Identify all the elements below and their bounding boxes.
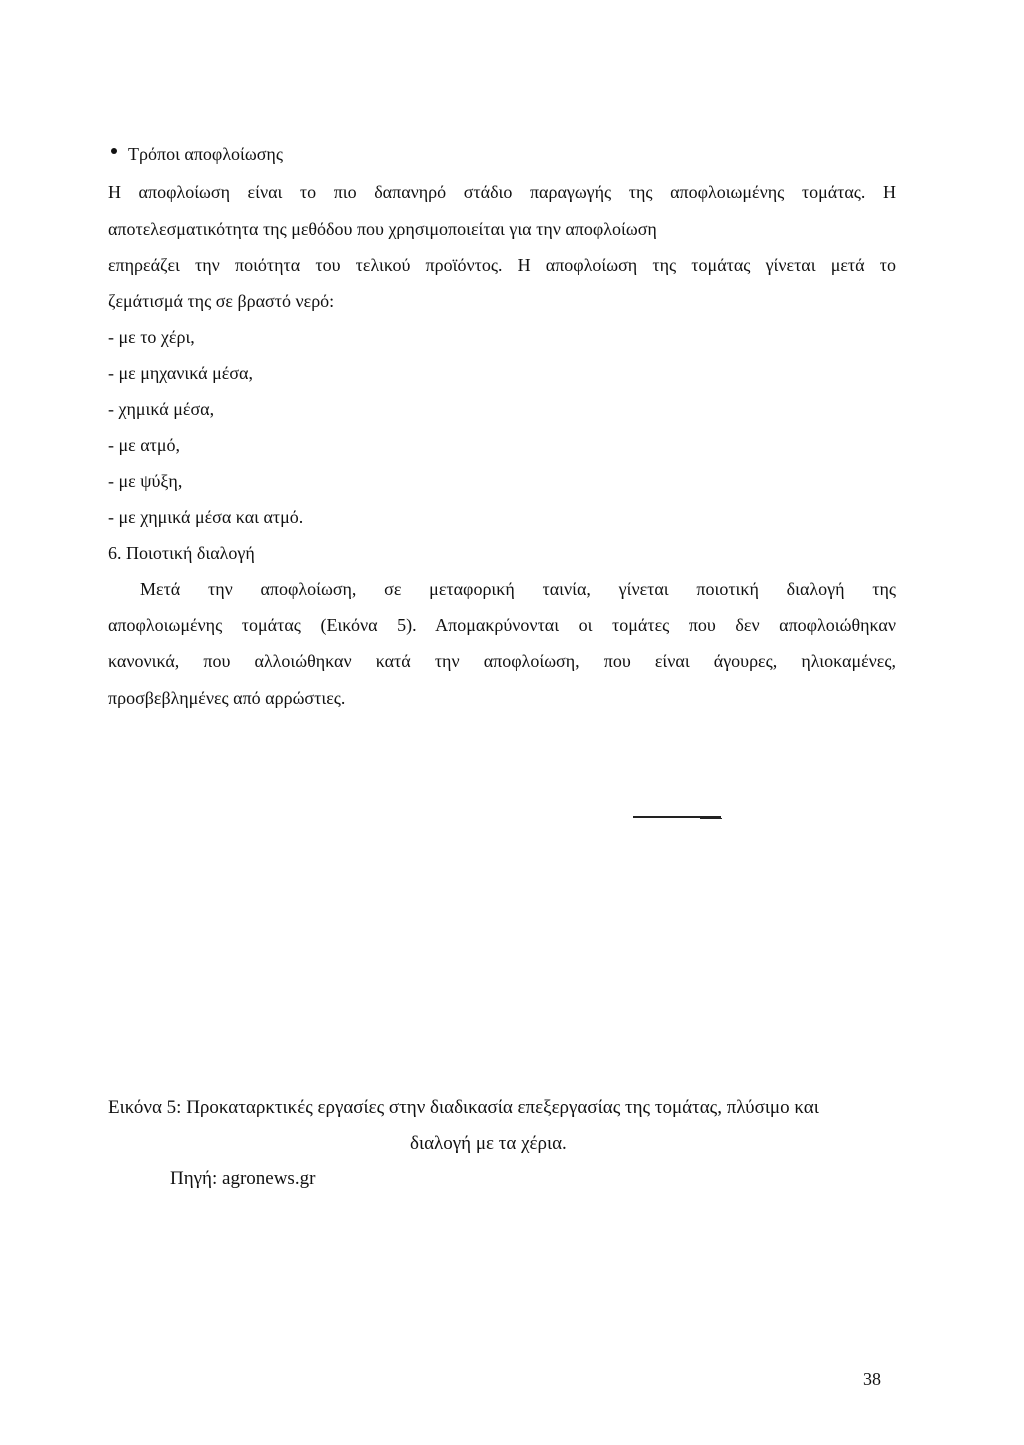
method-item: - με χημικά μέσα και ατμό. xyxy=(108,507,304,527)
paragraph-line: κανονικά, που αλλοιώθηκαν κατά την αποφλοίωση, που είναι άγουρες, ηλιοκαμένες, xyxy=(108,651,896,671)
paragraph-line: Η αποφλοίωση είναι το πιο δαπανηρό στάδιο παραγωγής της αποφλοιωμένης τομάτας. Η xyxy=(108,182,896,202)
paragraph-line: επηρεάζει την ποιότητα του τελικού προϊόντος. Η αποφλοίωση της τομάτας γίνεται μετά το xyxy=(108,255,896,275)
figure-caption: Εικόνα 5: Προκαταρκτικές εργασίες στην διαδικασία επεξεργασίας της τομάτας, πλύσιμο και xyxy=(108,1097,819,1118)
separator-rule-tail xyxy=(700,818,722,819)
figure-caption-continued: διαλογή με τα χέρια. xyxy=(410,1133,567,1154)
paragraph-line: Μετά την αποφλοίωση, σε μεταφορική ταινία, γίνεται ποιοτική διαλογή της xyxy=(140,579,896,599)
method-item: - με μηχανικά μέσα, xyxy=(108,363,253,383)
paragraph-line: προσβεβλημένες από αρρώστιες. xyxy=(108,688,346,708)
method-item: - με το χέρι, xyxy=(108,327,195,347)
method-item: - με ατμό, xyxy=(108,435,181,455)
paragraph-line: αποτελεσματικότητα της μεθόδου που χρησιμοποιείται για την αποφλοίωση xyxy=(108,219,657,239)
paragraph-line: αποφλοιωμένης τομάτας (Εικόνα 5). Απομακρύνονται οι τομάτες που δεν αποφλοιώθηκαν xyxy=(108,615,896,635)
page-number: 38 xyxy=(863,1369,881,1389)
section-heading: 6. Ποιοτική διαλογή xyxy=(108,543,255,563)
bullet-marker xyxy=(111,148,117,154)
paragraph-line: ζεμάτισμά της σε βραστό νερό: xyxy=(108,291,335,311)
method-item: - χημικά μέσα, xyxy=(108,399,215,419)
method-item: - με ψύξη, xyxy=(108,471,183,491)
bullet-heading: Τρόποι αποφλοίωσης xyxy=(128,144,283,164)
figure-source: Πηγή: agronews.gr xyxy=(170,1168,316,1189)
